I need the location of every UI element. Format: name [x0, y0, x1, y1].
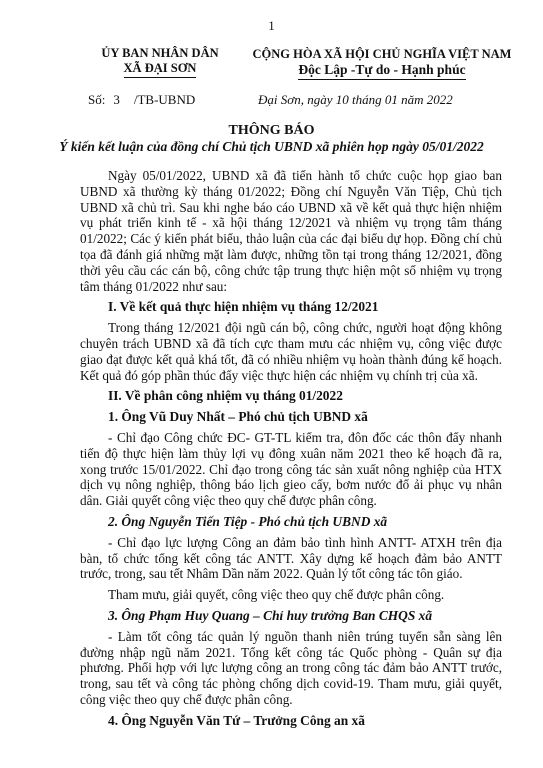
page-number: 1 [268, 18, 275, 33]
section-1-paragraph: Trong tháng 12/2021 đội ngũ cán bộ, công chức, người hoạt động không chuyên trách UBND xã đã tích cực tham mưu các nhiệm vụ, công việc được giao đạt được kết quả khá tốt, đã có nhiều nhiệm vụ hoàn thành đúng kế hoạch. Kết quả đó góp phần thúc đẩy việc thực hiện các nhiệm vụ chính trị của xã. [80, 320, 502, 383]
issuer-header [70, 46, 250, 78]
issuer-line-1: ỦY BAN NHÂN DÂN [101, 46, 219, 60]
document-subtitle: Ý kiến kết luận của đồng chí Chủ tịch UBND xã phiên họp ngày 05/01/2022 [59, 139, 484, 154]
person-2-paragraph-2: Tham mưu, giải quyết, công việc theo quy chế được phân công. [108, 587, 445, 603]
document-body [80, 168, 502, 734]
document-date: Đại Sơn, ngày 10 tháng 01 năm 2022 [258, 92, 453, 107]
person-1-heading: 1. Ông Vũ Duy Nhất – Phó chủ tịch UBND xã [108, 409, 368, 425]
person-3-paragraph: - Làm tốt công tác quản lý nguồn thanh niên trúng tuyển sẵn sàng lên đường nhập ngũ năm 2021. Tổng kết công tác Quốc phòng - Quân sự địa phương. Phối hợp với lực lượng công an trong công tác đảm bảo ANTT trước, trong, sau tết và công tác phòng chống dịch covid-19. Tham mưu, giải quyết, công việc theo quy chế được phân công. [80, 628, 502, 707]
document-number [88, 92, 195, 108]
person-1-paragraph: - Chỉ đạo Công chức ĐC- GT-TL kiểm tra, đôn đốc các thôn đẩy nhanh tiến độ thực hiện làm thủy lợi vụ đông xuân năm 2021 theo kế hoạch đã ra, xong trước 15/01/2022. Chỉ đạo trong công tác sản xuất nông nghiệp của HTX dịch vụ nông nghiệp, thông báo lịch gieo cấy, bơm nước đổ ải phục vụ nhân dân. Giải quyết công việc theo quy chế được phân công. [80, 429, 502, 509]
national-header [232, 46, 532, 80]
person-2-heading: 2. Ông Nguyễn Tiến Tiệp - Phó chủ tịch UBND xã [108, 513, 388, 529]
person-3-heading: 3. Ông Phạm Huy Quang – Chỉ huy trưởng Ban CHQS xã [108, 607, 433, 623]
section-1-heading: I. Về kết quả thực hiện nhiệm vụ tháng 12/2021 [108, 299, 379, 315]
number-prefix: Số: [88, 92, 106, 107]
section-2-heading: II. Về phân công nhiệm vụ tháng 01/2022 [108, 388, 343, 404]
national-motto: Độc Lập -Tự do - Hạnh phúc [298, 62, 465, 80]
number-value: 3 [113, 92, 120, 107]
number-suffix: /TB-UBND [133, 92, 196, 107]
document-title: THÔNG BÁO [228, 123, 315, 138]
issuer-line-2: XÃ ĐẠI SƠN [124, 61, 197, 78]
person-4-heading: 4. Ông Nguyễn Văn Tứ – Trưởng Công an xã [108, 712, 365, 728]
intro-paragraph: Ngày 05/01/2022, UBND xã đã tiến hành tổ chức cuộc họp giao ban UBND xã thường kỳ tháng 01/2022; Đồng chí Nguyễn Văn Tiệp, Chủ tịch UBND xã chủ trì. Sau khi nghe báo cáo UBND xã về kết quả thực hiện nhiệm vụ phát triển kinh tế - xã hội tháng 12/2021 và nhiệm vụ trọng tâm tháng 01/2022; Các ý kiến phát biểu, thảo luận của các đại biểu dự họp. Đồng chí chủ tọa đã đánh giá những mặt làm được, những tồn tại trong tháng 12/2021, đồng thời yêu cầu các cán bộ, công chức tập trung thực hiện một số nhiệm vụ trọng tâm tháng 01/2022 như sau: [80, 168, 502, 294]
person-2-paragraph: - Chỉ đạo lực lượng Công an đảm bảo tình hình ANTT- ATXH trên địa bàn, tổ chức tổng kết công tác ANTT. Xây dựng kế hoạch đảm bảo ANTT trước, trong, sau tết Nhâm Dần năm 2022. Quản lý tốt công tác tôn giáo. [80, 534, 502, 582]
national-title: CỘNG HÒA XÃ HỘI CHỦ NGHĨA VIỆT NAM [252, 47, 512, 61]
